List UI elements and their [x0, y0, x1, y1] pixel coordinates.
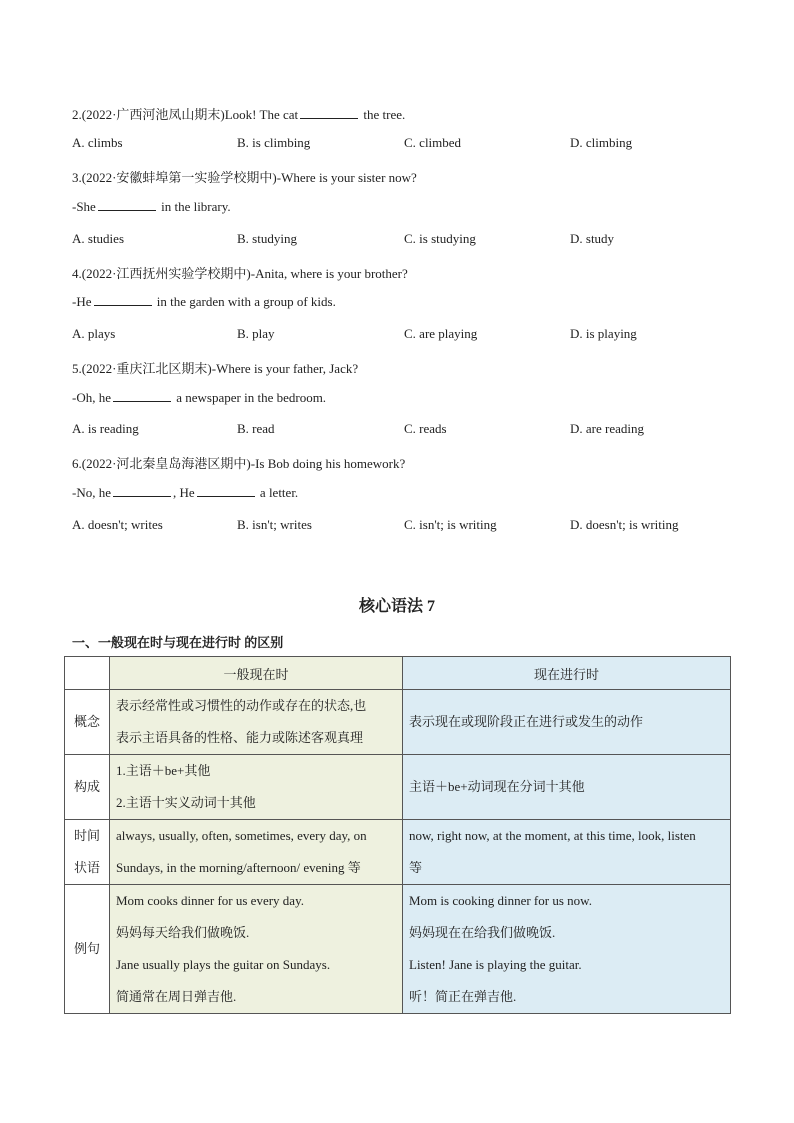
question-text: the tree. [360, 107, 406, 122]
question-3-line [72, 199, 231, 215]
answer-blank [94, 294, 152, 306]
option-b: B. read [237, 421, 275, 436]
cell-text: Mom cooks dinner for us every day. [116, 893, 304, 908]
table-cell [110, 885, 403, 1014]
cell-text: 简通常在周日弹吉他. [116, 989, 237, 1004]
cell-text: 主语＋be+动词现在分词十其他 [409, 779, 585, 794]
question-6-line [72, 485, 298, 501]
question-6-stem: 6.(2022·河北秦皇岛海港区期中)-Is Bob doing his homework? [72, 456, 406, 471]
cell-text: 妈妈现在在给我们做晚饭. [409, 925, 556, 940]
question-text: a letter. [256, 485, 299, 500]
row-header: 概念 [73, 714, 100, 729]
cell-text: Jane usually plays the guitar on Sundays. [116, 957, 331, 972]
option-b: B. studying [237, 231, 297, 246]
question-text: a newspaper in the bedroom. [173, 390, 327, 405]
option-c: C. are playing [404, 326, 478, 341]
option-c: C. reads [404, 421, 447, 436]
question-text: -He [72, 294, 92, 309]
table-cell [403, 755, 731, 820]
row-header-cell [65, 885, 110, 1014]
cell-text: Sundays, in the morning/afternoon/ evening 等 [116, 860, 361, 875]
table-cell [110, 820, 403, 885]
option-c: C. isn't; is writing [404, 517, 497, 532]
option-b: B. isn't; writes [237, 517, 312, 532]
section-heading: 一、一般现在时与现在进行时 的区别 [72, 635, 284, 650]
answer-blank [98, 199, 156, 211]
question-3-stem: 3.(2022·安徽蚌埠第一实验学校期中)-Where is your sister now? [72, 170, 417, 185]
grammar-comparison-table [64, 656, 731, 1014]
question-4-line [72, 294, 336, 310]
table-cell [403, 885, 731, 1014]
table-cell [403, 690, 731, 755]
table-row-examples [65, 885, 731, 1014]
question-5-line [72, 390, 326, 406]
cell-text: 听！简正在弹吉他. [409, 989, 517, 1004]
cell-text: 表示现在或现阶段正在进行或发生的动作 [409, 714, 644, 729]
cell-text: 表示主语具备的性格、能力或陈述客观真理 [116, 730, 364, 745]
question-text: in the garden with a group of kids. [153, 294, 336, 309]
cell-text: Mom is cooking dinner for us now. [409, 893, 592, 908]
option-d: D. study [570, 231, 615, 246]
row-header-cell [65, 690, 110, 755]
row-header: 例句 [73, 941, 100, 956]
answer-blank [113, 390, 171, 402]
question-4-stem: 4.(2022·江西抚州实验学校期中)-Anita, where is your brother? [72, 266, 408, 281]
row-header: 时间 [73, 828, 100, 843]
question-text: -No, he [72, 485, 111, 500]
option-a: A. plays [72, 326, 116, 341]
option-c: C. climbed [404, 135, 462, 150]
option-d: D. are reading [570, 421, 644, 436]
table-cell [403, 820, 731, 885]
cell-text: 妈妈每天给我们做晚饭. [116, 925, 250, 940]
answer-blank [197, 485, 255, 497]
cell-text: 2.主语十实义动词十其他 [116, 795, 256, 810]
cell-text: always, usually, often, sometimes, every day, on [116, 828, 367, 843]
table-row-structure [65, 755, 731, 820]
row-header-cell [65, 820, 110, 885]
question-text: in the library. [157, 199, 231, 214]
question-text: -She [72, 199, 96, 214]
table-header-row [65, 657, 731, 690]
row-header: 状语 [73, 860, 100, 875]
question-5-stem: 5.(2022·重庆江北区期末)-Where is your father, Jack? [72, 361, 359, 376]
option-a: A. is reading [72, 421, 139, 436]
answer-blank [300, 107, 358, 119]
question-text: , He [173, 485, 195, 500]
cell-text: 等 [409, 860, 423, 875]
option-a: A. doesn't; writes [72, 517, 163, 532]
table-row-time-adverbials [65, 820, 731, 885]
cell-text: Listen! Jane is playing the guitar. [409, 957, 582, 972]
option-d: D. is playing [570, 326, 637, 341]
option-b: B. is climbing [237, 135, 311, 150]
table-row-concept [65, 690, 731, 755]
option-c: C. is studying [404, 231, 476, 246]
question-2-stem [72, 104, 405, 123]
cell-text: 表示经常性或习惯性的动作或存在的状态,也 [116, 698, 367, 713]
answer-blank [113, 485, 171, 497]
section-title: 核心语法 7 [358, 598, 435, 615]
option-d: D. doesn't; is writing [570, 517, 679, 532]
question-text: 2.(2022·广西河池凤山期末)Look! The cat [72, 107, 299, 122]
row-header: 构成 [73, 779, 100, 794]
column-header-present-continuous: 现在进行时 [403, 657, 731, 690]
column-header-simple-present: 一般现在时 [110, 657, 403, 690]
table-cell [110, 755, 403, 820]
row-header-cell [65, 755, 110, 820]
cell-text: 1.主语＋be+其他 [116, 763, 211, 778]
option-a: A. studies [72, 231, 124, 246]
question-text: -Oh, he [72, 390, 111, 405]
option-b: B. play [237, 326, 275, 341]
option-a: A. climbs [72, 135, 123, 150]
cell-text: now, right now, at the moment, at this time, look, listen [409, 828, 696, 843]
table-cell [110, 690, 403, 755]
table-corner-cell [65, 657, 110, 690]
option-d: D. climbing [570, 135, 633, 150]
